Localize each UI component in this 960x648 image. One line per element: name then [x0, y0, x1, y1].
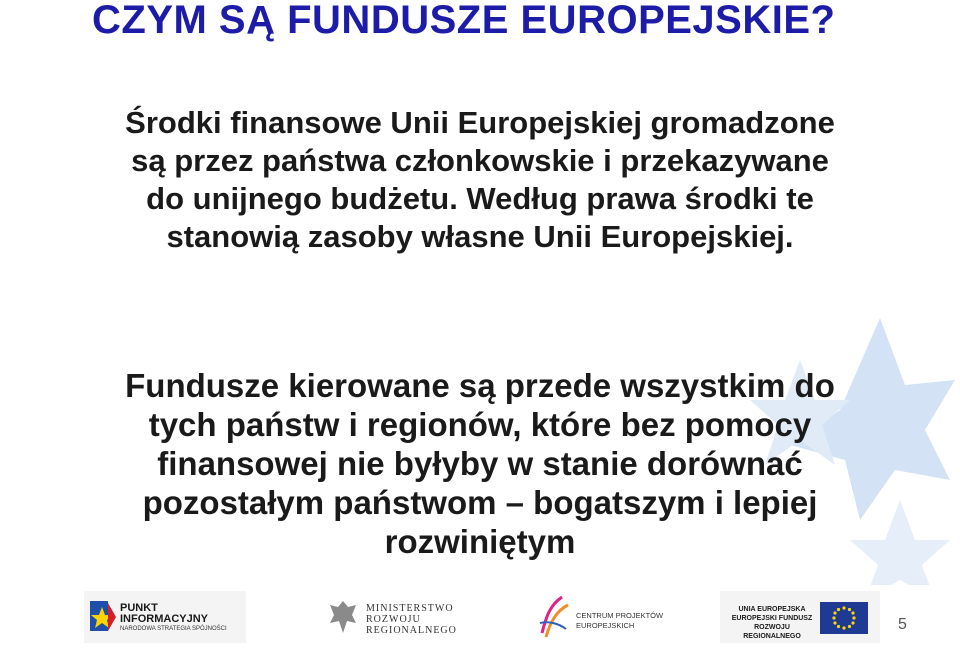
logo4-line1: UNIA EUROPEJSKA	[738, 606, 806, 613]
paragraph-1	[40, 104, 920, 256]
eagle-emblem-icon	[326, 597, 360, 637]
paragraph-1-line: są przez państwa członkowskie i przekazywane	[131, 143, 829, 178]
swoosh-emblem-icon	[536, 593, 572, 641]
page-title: CZYM SĄ FUNDUSZE EUROPEJSKIE?	[92, 0, 836, 42]
paragraph-2-line: Fundusze kierowane są przede wszystkim do	[125, 367, 835, 404]
logo4-line2: EUROPEJSKI FUNDUSZ	[731, 615, 813, 622]
footer-logo-bar	[0, 585, 960, 648]
paragraph-1-line: Środki finansowe Unii Europejskiej gromadzone	[125, 105, 835, 140]
logo1-line1: PUNKT	[120, 602, 158, 614]
logo3-line2: EUROPEJSKICH	[576, 621, 635, 630]
logo3-line1: CENTRUM PROJEKTÓW	[576, 611, 664, 620]
logo2-line2: ROZWOJU	[366, 614, 421, 625]
logo1-line2: INFORMACYJNY	[120, 613, 209, 625]
paragraph-2-line: tych państw i regionów, które bez pomocy	[148, 406, 812, 443]
paragraph-2	[40, 366, 920, 561]
page-number: 5	[898, 616, 907, 633]
unia-europejska-logo	[720, 591, 880, 643]
punkt-informacyjny-logo	[84, 591, 246, 643]
eu-flag-icon	[820, 602, 868, 634]
logo2-line1: MINISTERSTWO	[366, 603, 454, 614]
paragraph-2-line: rozwiniętym	[384, 523, 576, 560]
logo4-line3: ROZWOJU REGIONALNEGO	[743, 624, 801, 640]
star-emblem-icon	[88, 597, 118, 637]
logo2-line3: REGIONALNEGO	[366, 625, 457, 636]
paragraph-1-line: stanowią zasoby własne Unii Europejskiej.	[166, 219, 794, 254]
paragraph-1-line: do unijnego budżetu. Według prawa środki te	[146, 181, 814, 216]
centrum-projektow-logo	[536, 591, 676, 643]
logo1-line3: NARODOWA STRATEGIA SPÓJNOŚCI	[120, 626, 227, 632]
ministerstwo-logo	[324, 591, 474, 643]
paragraph-2-line: pozostałym państwom – bogatszym i lepiej	[142, 484, 818, 521]
eu-stars-icon	[820, 602, 868, 634]
paragraph-2-line: finansowej nie byłyby w stanie dorównać	[157, 445, 803, 482]
